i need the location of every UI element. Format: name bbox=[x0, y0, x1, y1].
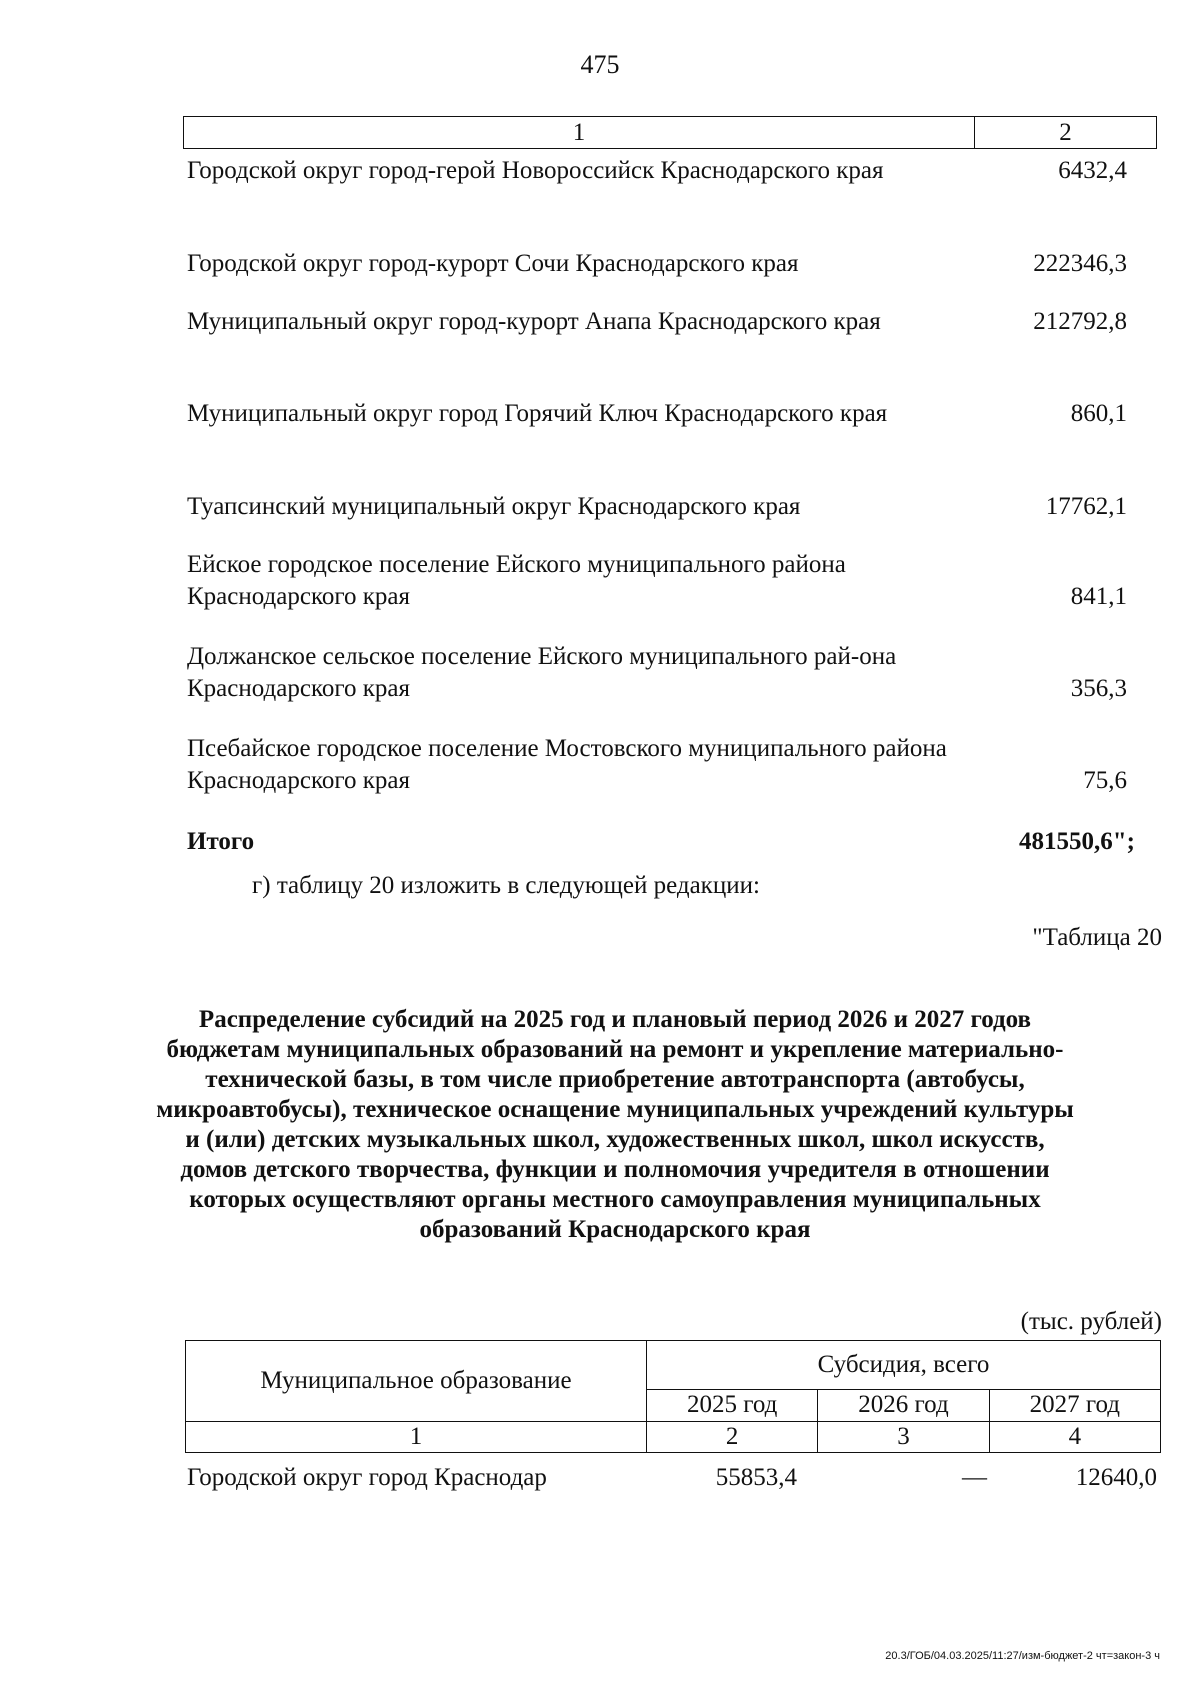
col-year-2025: 2025 год bbox=[647, 1389, 818, 1421]
table-row bbox=[187, 248, 1127, 280]
col-subsidy-total: Субсидия, всего bbox=[647, 1341, 1161, 1390]
row-name: Псебайское городское поселение Мостовского муниципального района Краснодарского края bbox=[187, 735, 947, 794]
row-value-2026: — bbox=[962, 1464, 987, 1491]
table-row bbox=[187, 491, 1127, 523]
continuation-table-header bbox=[183, 116, 1157, 149]
header-col-2: 2 bbox=[975, 117, 1157, 149]
row-name: Должанское сельское поселение Ейского муниципального рай-она Краснодарского края bbox=[187, 643, 897, 702]
col-number: 2 bbox=[647, 1422, 818, 1453]
row-value: 222346,3 bbox=[1033, 250, 1127, 277]
table-row bbox=[187, 306, 1127, 338]
page-number: 475 bbox=[580, 50, 620, 79]
table-row bbox=[187, 549, 1127, 613]
row-value: 212792,8 bbox=[1033, 308, 1127, 335]
col-municipality: Муниципальное образование bbox=[186, 1341, 647, 1422]
row-value-2025: 55853,4 bbox=[715, 1464, 797, 1491]
row-name: Ейское городское поселение Ейского муниципального района Краснодарского края bbox=[187, 551, 846, 610]
subsidy-table bbox=[185, 1340, 1161, 1453]
header-col-1: 1 bbox=[184, 117, 975, 149]
row-value: 860,1 bbox=[1070, 400, 1127, 427]
row-name: Туапсинский муниципальный округ Краснодарского края bbox=[187, 493, 801, 520]
total-label: Итого bbox=[187, 828, 255, 855]
row-value: 17762,1 bbox=[1045, 493, 1127, 520]
footer-code: 20.3/ГОБ/04.03.2025/11:27/изм-бюджет-2 чт=закон-3 ч bbox=[885, 1650, 1160, 1662]
document-title: Распределение субсидий на 2025 год и плановый период 2026 и 2027 годов бюджетам муниципальных образований на ремонт и укрепление материально-технической базы, в том числе приобретение автотранспорта (автобусы, микроавтобусы), техническое оснащение муниципальных учреждений культуры и (или) детских музыкальных школ, художественных школ, школ искусств, домов детского творчества, функции и полномочия учредителя в отношении которых осуществляют органы местного самоуправления муниципальных образований Краснодарского края bbox=[156, 1006, 1074, 1243]
table-label: "Таблица 20 bbox=[1032, 924, 1162, 951]
row-name: Муниципальный округ город Горячий Ключ Краснодарского края bbox=[187, 400, 888, 427]
row-value: 75,6 bbox=[1083, 767, 1127, 794]
row-name: Муниципальный округ город-курорт Анапа Краснодарского края bbox=[187, 308, 881, 335]
row-name: Городской округ город Краснодар bbox=[187, 1464, 547, 1491]
row-value: 356,3 bbox=[1070, 675, 1127, 702]
table-row bbox=[187, 733, 1127, 797]
instruction-text: г) таблицу 20 изложить в следующей редакции: bbox=[252, 872, 760, 899]
units-label: (тыс. рублей) bbox=[1020, 1308, 1162, 1335]
row-value: 841,1 bbox=[1070, 583, 1127, 610]
row-value-2027: 12640,0 bbox=[1075, 1464, 1157, 1491]
table-row bbox=[187, 155, 1127, 187]
col-year-2027: 2027 год bbox=[989, 1389, 1160, 1421]
row-name: Городской округ город-герой Новороссийск Краснодарского края bbox=[187, 157, 884, 184]
col-number: 3 bbox=[818, 1422, 989, 1453]
total-row bbox=[187, 826, 1135, 858]
col-number: 1 bbox=[186, 1422, 647, 1453]
col-year-2026: 2026 год bbox=[818, 1389, 989, 1421]
total-value: 481550,6"; bbox=[1019, 828, 1135, 855]
table-row bbox=[187, 641, 1127, 705]
row-name: Городской округ город-курорт Сочи Краснодарского края bbox=[187, 250, 799, 277]
row-value: 6432,4 bbox=[1058, 157, 1127, 184]
table-row bbox=[187, 398, 1127, 430]
col-number: 4 bbox=[989, 1422, 1160, 1453]
